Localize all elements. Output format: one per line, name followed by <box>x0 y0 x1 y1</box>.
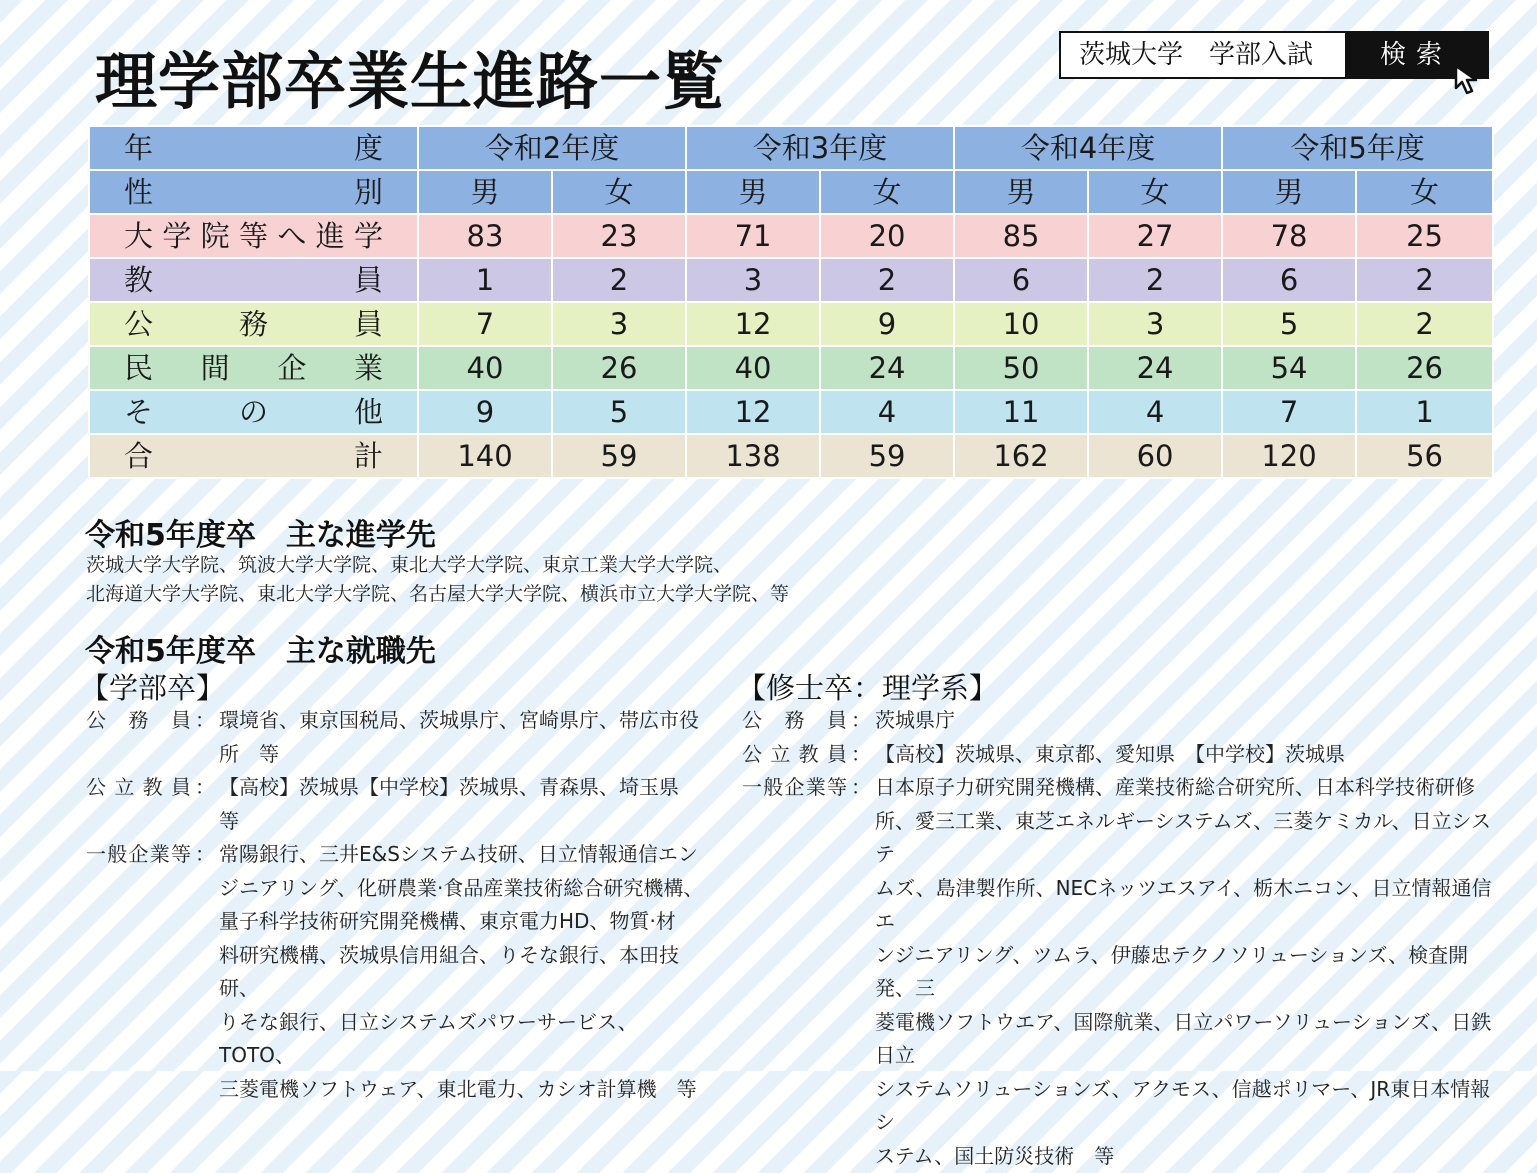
list-item <box>742 939 1502 1006</box>
value-cell: 24 <box>1088 346 1222 390</box>
employer-text: 日本原子力研究開発機構、産業技術総合研究所、日本科学技術研修 <box>875 771 1502 805</box>
category-char: 員 <box>171 771 191 838</box>
category-char: 等 <box>827 771 847 805</box>
masters-employment-list <box>742 704 1502 1173</box>
year-label-char: 度 <box>354 128 383 168</box>
colon-separator <box>191 905 219 939</box>
value-cell: 83 <box>418 214 552 258</box>
value-cell: 26 <box>552 346 686 390</box>
row-label <box>89 390 418 434</box>
row-label-char: 進 <box>316 216 345 256</box>
male-header-cell: 男 <box>418 170 552 214</box>
value-cell: 5 <box>552 390 686 434</box>
table-row <box>89 258 1493 302</box>
row-label-char: 計 <box>354 436 383 476</box>
value-cell: 6 <box>1222 258 1356 302</box>
list-item <box>86 838 706 872</box>
category-label <box>86 704 191 738</box>
gender-label-char: 性 <box>124 172 153 212</box>
year-header-cell: 令和3年度 <box>686 126 954 170</box>
employment-heading: 令和5年度卒 主な就職先 <box>85 626 436 670</box>
list-item <box>742 704 1502 738</box>
value-cell: 25 <box>1356 214 1493 258</box>
category-label <box>742 805 847 872</box>
category-char: 務 <box>129 704 149 738</box>
colon-separator <box>191 738 219 772</box>
value-cell: 27 <box>1088 214 1222 258</box>
value-cell: 120 <box>1222 434 1356 478</box>
employer-text: 量子科学技術研究開発機構、東京電力HD、物質·材 <box>219 905 706 939</box>
colon-separator <box>191 939 219 1006</box>
row-label <box>89 258 418 302</box>
category-label <box>742 1073 847 1140</box>
colon-separator: ： <box>191 838 219 872</box>
table-row <box>89 434 1493 478</box>
value-cell: 1 <box>418 258 552 302</box>
row-label-char: の <box>239 392 268 432</box>
value-cell: 7 <box>1222 390 1356 434</box>
value-cell: 85 <box>954 214 1088 258</box>
row-label-char: 院 <box>201 216 230 256</box>
value-cell: 4 <box>1088 390 1222 434</box>
year-label-char: 年 <box>124 128 153 168</box>
category-char: 業 <box>806 771 826 805</box>
value-cell: 59 <box>820 434 954 478</box>
list-item <box>742 1073 1502 1140</box>
row-label-char: そ <box>124 392 153 432</box>
value-cell: 4 <box>820 390 954 434</box>
row-label-char: へ <box>277 216 306 256</box>
row-label-char: 務 <box>239 304 268 344</box>
grad-school-heading: 令和5年度卒 主な進学先 <box>85 510 436 554</box>
employer-text: ムズ、島津製作所、NECネッツエスアイ、栃木ニコン、日立情報通信エ <box>875 872 1502 939</box>
colon-separator <box>847 872 875 939</box>
value-cell: 6 <box>954 258 1088 302</box>
category-label <box>86 1006 191 1073</box>
category-label <box>86 939 191 1006</box>
colon-separator <box>847 805 875 872</box>
value-cell: 138 <box>686 434 820 478</box>
female-header-cell: 女 <box>820 170 954 214</box>
category-char: 公 <box>742 704 762 738</box>
male-header-cell: 男 <box>686 170 820 214</box>
list-item <box>86 738 706 772</box>
search-button[interactable]: 検索 <box>1345 33 1487 77</box>
employer-text: 菱電機ソフトウエア、国際航業、日立パワーソリューションズ、日鉄日立 <box>875 1006 1502 1073</box>
category-label <box>742 1140 847 1173</box>
category-char: 教 <box>799 738 819 772</box>
value-cell: 2 <box>820 258 954 302</box>
row-label <box>89 346 418 390</box>
employer-text: ンジニアリング、ツムラ、伊藤忠テクノソリューションズ、検査開発、三 <box>875 939 1502 1006</box>
category-char: 業 <box>150 838 170 872</box>
masters-title: 【修士卒：理学系】 <box>737 666 998 707</box>
value-cell: 54 <box>1222 346 1356 390</box>
list-item <box>742 805 1502 872</box>
value-cell: 24 <box>820 346 954 390</box>
category-char: 公 <box>86 704 106 738</box>
value-cell: 26 <box>1356 346 1493 390</box>
category-char: 一 <box>742 771 762 805</box>
list-item <box>742 1140 1502 1173</box>
list-item <box>86 1073 706 1107</box>
category-char: 般 <box>107 838 127 872</box>
category-char: 等 <box>171 838 191 872</box>
category-label <box>86 872 191 906</box>
employer-text: 【高校】茨城県、東京都、愛知県 【中学校】茨城県 <box>875 738 1502 772</box>
list-item <box>742 771 1502 805</box>
value-cell: 162 <box>954 434 1088 478</box>
row-label <box>89 302 418 346</box>
female-header-cell: 女 <box>1356 170 1493 214</box>
row-label-char: 企 <box>277 348 306 388</box>
employer-text: 環境省、東京国税局、茨城県庁、宮崎県庁、帯広市役 <box>219 704 706 738</box>
value-cell: 2 <box>552 258 686 302</box>
value-cell: 3 <box>686 258 820 302</box>
row-label-char: 民 <box>124 348 153 388</box>
category-label <box>86 738 191 772</box>
value-cell: 56 <box>1356 434 1493 478</box>
gender-label <box>89 170 418 214</box>
category-char: 企 <box>129 838 149 872</box>
value-cell: 9 <box>820 302 954 346</box>
colon-separator: ： <box>191 771 219 838</box>
value-cell: 9 <box>418 390 552 434</box>
female-header-cell: 女 <box>552 170 686 214</box>
list-item <box>86 704 706 738</box>
category-char: 教 <box>143 771 163 838</box>
category-char: 公 <box>742 738 762 772</box>
colon-separator: ： <box>847 738 875 772</box>
value-cell: 2 <box>1356 258 1493 302</box>
male-header-cell: 男 <box>1222 170 1356 214</box>
value-cell: 2 <box>1088 258 1222 302</box>
list-item <box>742 738 1502 772</box>
list-item <box>742 1006 1502 1073</box>
value-cell: 60 <box>1088 434 1222 478</box>
employer-text: 【高校】茨城県【中学校】茨城県、青森県、埼玉県 等 <box>219 771 706 838</box>
undergrad-title: 【学部卒】 <box>80 666 225 707</box>
employer-text: システムソリューションズ、アクモス、信越ポリマー、JR東日本情報シ <box>875 1073 1502 1140</box>
female-header-cell: 女 <box>1088 170 1222 214</box>
category-char: 般 <box>763 771 783 805</box>
row-label-char: 他 <box>354 392 383 432</box>
list-item <box>86 939 706 1006</box>
row-label-char: 員 <box>354 304 383 344</box>
category-label <box>742 704 847 738</box>
grad-school-line-1: 茨城大学大学院、筑波大学大学院、東北大学大学院、東京工業大学大学院、 <box>86 551 732 580</box>
row-label <box>89 434 418 478</box>
colon-separator <box>191 1073 219 1107</box>
row-label-char: 間 <box>201 348 230 388</box>
row-label-char: 等 <box>239 216 268 256</box>
value-cell: 59 <box>552 434 686 478</box>
employer-text: 三菱電機ソフトウェア、東北電力、カシオ計算機 等 <box>219 1073 706 1107</box>
value-cell: 12 <box>686 390 820 434</box>
category-label <box>742 738 847 772</box>
value-cell: 23 <box>552 214 686 258</box>
employer-text: りそな銀行、日立システムズパワーサービス、TOTO、 <box>219 1006 706 1073</box>
value-cell: 10 <box>954 302 1088 346</box>
category-label <box>742 872 847 939</box>
table-row <box>89 346 1493 390</box>
search-query-text[interactable]: 茨城大学 学部入試 <box>1061 33 1345 77</box>
value-cell: 40 <box>686 346 820 390</box>
value-cell: 40 <box>418 346 552 390</box>
search-bar[interactable] <box>1059 31 1489 79</box>
colon-separator <box>847 1140 875 1173</box>
year-header-cell: 令和2年度 <box>418 126 686 170</box>
value-cell: 12 <box>686 302 820 346</box>
employer-text: 常陽銀行、三井E&Sシステム技研、日立情報通信エン <box>219 838 706 872</box>
colon-separator: ： <box>191 704 219 738</box>
value-cell: 7 <box>418 302 552 346</box>
employer-text: 所、愛三工業、東芝エネルギーシステムズ、三菱ケミカル、日立システ <box>875 805 1502 872</box>
row-label-char: 員 <box>354 260 383 300</box>
category-char: 一 <box>86 838 106 872</box>
row-label-char: 学 <box>162 216 191 256</box>
table-row <box>89 302 1493 346</box>
category-label <box>86 838 191 872</box>
colon-separator <box>847 939 875 1006</box>
colon-separator <box>847 1006 875 1073</box>
category-label <box>742 1006 847 1073</box>
employer-text: ステム、国土防災技術 等 <box>875 1140 1502 1173</box>
value-cell: 11 <box>954 390 1088 434</box>
value-cell: 140 <box>418 434 552 478</box>
category-char: 企 <box>785 771 805 805</box>
value-cell: 20 <box>820 214 954 258</box>
value-cell: 3 <box>1088 302 1222 346</box>
year-header-cell: 令和4年度 <box>954 126 1222 170</box>
list-item <box>86 771 706 838</box>
row-label-char: 学 <box>354 216 383 256</box>
list-item <box>86 1006 706 1073</box>
list-item <box>742 872 1502 939</box>
row-label-char: 業 <box>354 348 383 388</box>
colon-separator: ： <box>847 704 875 738</box>
list-item <box>86 905 706 939</box>
value-cell: 2 <box>1356 302 1493 346</box>
category-label <box>86 905 191 939</box>
colon-separator <box>191 872 219 906</box>
value-cell: 5 <box>1222 302 1356 346</box>
colon-separator <box>191 1006 219 1073</box>
value-cell: 50 <box>954 346 1088 390</box>
category-char: 務 <box>785 704 805 738</box>
category-label <box>86 771 191 838</box>
category-char: 公 <box>86 771 106 838</box>
career-stats-table <box>88 125 1494 479</box>
grad-school-line-2: 北海道大学大学院、東北大学大学院、名古屋大学大学院、横浜市立大学大学院、等 <box>86 580 789 609</box>
page-title: 理学部卒業生進路一覧 <box>95 42 725 122</box>
gender-label-char: 別 <box>354 172 383 212</box>
value-cell: 71 <box>686 214 820 258</box>
row-label-char: 教 <box>124 260 153 300</box>
row-label-char: 大 <box>124 216 153 256</box>
employer-text: ジニアリング、化研農業·食品産業技術総合研究機構、 <box>219 872 706 906</box>
colon-separator <box>847 1073 875 1140</box>
category-char: 員 <box>171 704 191 738</box>
category-char: 立 <box>770 738 790 772</box>
undergrad-employment-list <box>86 704 706 1106</box>
value-cell: 78 <box>1222 214 1356 258</box>
table-row <box>89 214 1493 258</box>
category-label <box>86 1073 191 1107</box>
year-label <box>89 126 418 170</box>
category-char: 員 <box>827 738 847 772</box>
category-char: 立 <box>114 771 134 838</box>
row-label-char: 合 <box>124 436 153 476</box>
list-item <box>86 872 706 906</box>
value-cell: 3 <box>552 302 686 346</box>
value-cell: 1 <box>1356 390 1493 434</box>
category-label <box>742 939 847 1006</box>
pointer-cursor-icon <box>1452 62 1486 96</box>
row-label-char: 公 <box>124 304 153 344</box>
category-char: 員 <box>827 704 847 738</box>
table-row <box>89 390 1493 434</box>
year-header-row <box>89 126 1493 170</box>
male-header-cell: 男 <box>954 170 1088 214</box>
category-label <box>742 771 847 805</box>
employer-text: 料研究機構、茨城県信用組合、りそな銀行、本田技研、 <box>219 939 706 1006</box>
year-header-cell: 令和5年度 <box>1222 126 1493 170</box>
employer-text: 茨城県庁 <box>875 704 1502 738</box>
gender-header-row <box>89 170 1493 214</box>
employer-text: 所 等 <box>219 738 706 772</box>
colon-separator: ： <box>847 771 875 805</box>
row-label <box>89 214 418 258</box>
